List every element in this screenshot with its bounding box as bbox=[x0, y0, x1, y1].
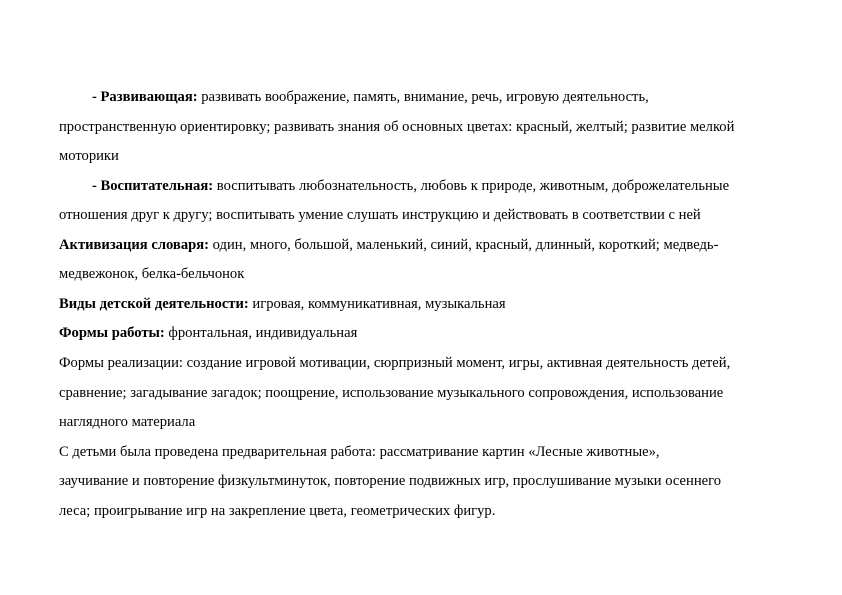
text-content: заучивание и повторение физкультминуток, повторение подвижных игр, прослушивание музыки осеннего bbox=[59, 473, 722, 489]
heading-developing: - Развивающая: bbox=[92, 89, 198, 105]
text-line bbox=[59, 502, 495, 520]
text-line-educational bbox=[92, 177, 729, 195]
heading-educational: - Воспитательная: bbox=[92, 178, 214, 194]
text-content: леса; проигрывание игр на закрепление цвета, геометрических фигур. bbox=[59, 503, 496, 519]
text-vocabulary: один, много, большой, маленький, синий, красный, длинный, короткий; медведь- bbox=[209, 237, 719, 253]
text-line bbox=[59, 265, 244, 283]
heading-work-forms: Формы работы: bbox=[59, 325, 165, 341]
text-content: отношения друг к другу; воспитывать умение слушать инструкцию и действовать в соответствии с ней bbox=[59, 207, 701, 223]
text-content: медвежонок, белка-бельчонок bbox=[59, 266, 245, 282]
text-content: пространственную ориентировку; развивать знания об основных цветах: красный, желтый; развитие мелкой bbox=[59, 119, 735, 135]
text-content: моторики bbox=[59, 148, 119, 164]
text-line bbox=[59, 384, 723, 402]
text-line-work-forms bbox=[59, 324, 357, 342]
text-line bbox=[59, 118, 734, 136]
text-content: наглядного материала bbox=[59, 414, 196, 430]
text-activity-types: игровая, коммуникативная, музыкальная bbox=[248, 296, 506, 312]
text-developing: развивать воображение, память, внимание, речь, игровую деятельность, bbox=[197, 89, 649, 105]
text-line bbox=[59, 206, 701, 224]
text-content: Формы реализации: создание игровой мотивации, сюрпризный момент, игры, активная деятельность детей, bbox=[59, 355, 731, 371]
text-line bbox=[59, 443, 660, 461]
text-line bbox=[59, 472, 721, 490]
heading-activity-types: Виды детской деятельности: bbox=[59, 296, 249, 312]
heading-vocabulary: Активизация словаря: bbox=[59, 237, 209, 253]
text-educational: воспитывать любознательность, любовь к природе, животным, доброжелательные bbox=[213, 178, 730, 194]
text-work-forms: фронтальная, индивидуальная bbox=[164, 325, 358, 341]
text-line bbox=[59, 147, 119, 165]
text-content: сравнение; загадывание загадок; поощрение, использование музыкального сопровождения, использование bbox=[59, 385, 724, 401]
text-line-vocabulary bbox=[59, 236, 718, 254]
text-line-activity-types bbox=[59, 295, 506, 313]
text-content: С детьми была проведена предварительная работа: рассматривание картин «Лесные животные», bbox=[59, 444, 660, 460]
text-line bbox=[59, 354, 730, 372]
text-line bbox=[59, 413, 195, 431]
text-line-developing bbox=[92, 88, 649, 106]
